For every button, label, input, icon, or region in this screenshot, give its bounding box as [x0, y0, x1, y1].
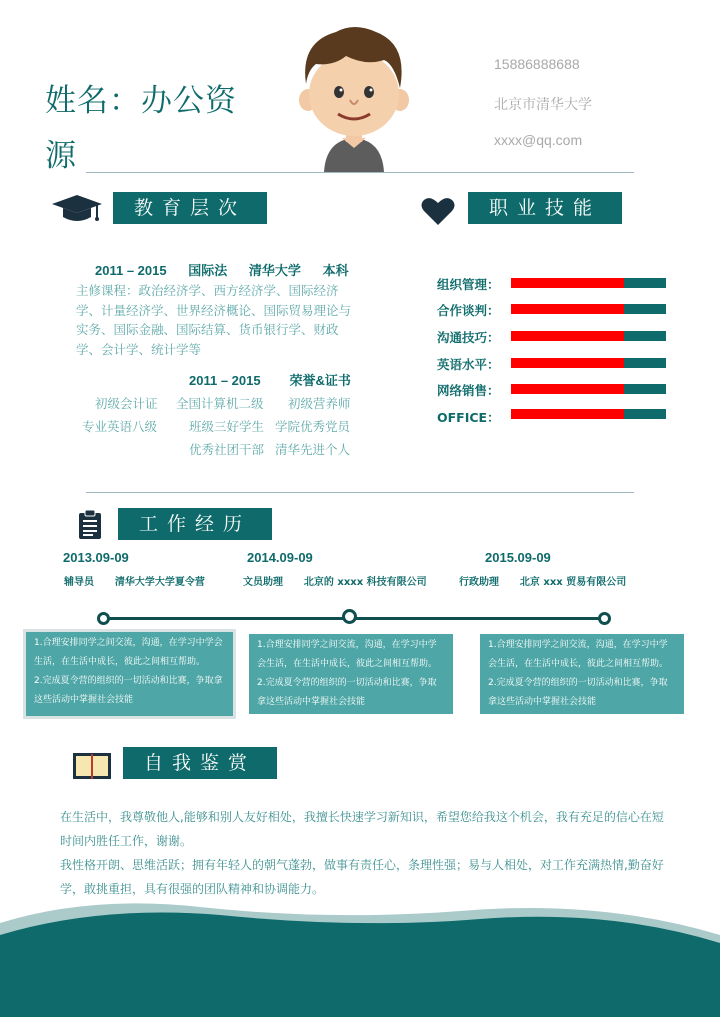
honor-item: 初级营养师: [288, 396, 351, 411]
skill-bar: [511, 278, 666, 288]
skill-label: 合作谈判：: [437, 303, 500, 318]
skill-bar-fill: [511, 278, 624, 288]
self-eval-title: 自我鉴赏: [123, 747, 277, 779]
name-title-cont: 源: [45, 138, 77, 174]
job-desc: 1.合理安排同学之间交流，沟通，在学习中学会生活，在生活中成长，彼此之间相互帮助。: [488, 640, 669, 669]
timeline-dot: [598, 612, 611, 625]
education-degree: 2011 – 2015 国际法 清华大学 本科: [95, 263, 349, 278]
avatar: [296, 22, 412, 172]
book-icon: [72, 752, 112, 780]
honor-item: 优秀社团干部: [189, 442, 265, 457]
job-card: [249, 634, 453, 714]
job-desc: 1.合理安排同学之间交流，沟通，在学习中学会生活，在生活中成长，彼此之间相互帮助。: [34, 638, 223, 667]
skill-bar-fill: [511, 358, 624, 368]
job-date: 2014.09-09: [247, 550, 313, 565]
job-info: 行政助理 北京 xxx 贸易有限公司: [459, 577, 627, 588]
self-eval-paragraph: 在生活中，我尊敬他人,能够和别人友好相处，我擅长快速学习新知识，希望您给我这个机会，我有充足的信心在短时间内胜任工作，谢谢。: [60, 810, 664, 848]
header-divider: [86, 172, 634, 173]
honors-heading: 2011 – 2015 荣誉&证书: [189, 373, 351, 388]
skill-bar-fill: [511, 304, 624, 314]
job-desc: 2.完成夏令营的组织的一切活动和比赛，争取拿这些活动中掌握社会技能: [488, 678, 668, 707]
skill-bar: [511, 304, 666, 314]
skill-bar-fill: [511, 384, 624, 394]
honor-item: 学院优秀党员: [275, 419, 351, 434]
skill-bar: [511, 331, 666, 341]
graduation-cap-icon: [52, 195, 102, 223]
education-title: 教育层次: [113, 192, 267, 224]
education-courses: 主修课程：政治经济学、西方经济学、国际经济学、计量经济学、世界经济概论、国际贸易理论与实务、国际金融、国际结算、货币银行学、财政学、会计学、统计学等: [76, 283, 352, 357]
job-desc: 1.合理安排同学之间交流，沟通，在学习中学会生活，在生活中成长，彼此之间相互帮助。: [257, 640, 438, 669]
self-eval-text: [60, 805, 665, 901]
job-desc: 2.完成夏令营的组织的一切活动和比赛，争取拿这些活动中掌握社会技能: [34, 676, 223, 705]
timeline-dot: [342, 609, 357, 624]
job-date: 2015.09-09: [485, 550, 551, 565]
job-card: [480, 634, 684, 714]
skill-bar: [511, 358, 666, 368]
work-title: 工作经历: [118, 508, 272, 540]
honor-item: 清华先进个人: [275, 442, 351, 457]
skills-title: 职业技能: [468, 192, 622, 224]
skill-label: OFFICE：: [437, 410, 500, 425]
skill-label: 组织管理：: [437, 277, 500, 292]
skill-bar-fill: [511, 409, 624, 419]
name-title: 姓名：办公资: [45, 83, 237, 119]
honor-item: 专业英语八级: [82, 419, 158, 434]
phone-text: 15886888688: [494, 56, 580, 72]
skill-bar: [511, 409, 666, 419]
skill-label: 网络销售：: [437, 383, 500, 398]
timeline-dot: [97, 612, 110, 625]
email-text: xxxx@qq.com: [494, 132, 583, 148]
section-divider: [86, 492, 634, 493]
footer-wave: [0, 895, 720, 1017]
self-eval-paragraph: 我性格开朗、思维活跃；拥有年轻人的朝气蓬勃，做事有责任心，条理性强；易与人相处，对工作充满热情,勤奋好学，敢挑重担，具有很强的团队精神和协调能力。: [60, 858, 664, 896]
honor-item: 初级会计证: [95, 396, 158, 411]
honor-item: 班级三好学生: [189, 419, 265, 434]
job-date: 2013.09-09: [63, 550, 129, 565]
heart-icon: [421, 196, 455, 226]
job-info: 辅导员 清华大学大学夏令营: [64, 577, 205, 588]
job-info: 文员助理 北京的 xxxx 科技有限公司: [243, 577, 427, 588]
honor-item: 全国计算机二级: [176, 396, 264, 411]
skill-label: 沟通技巧：: [437, 330, 500, 345]
skill-bar: [511, 384, 666, 394]
job-card: [26, 632, 233, 716]
clipboard-icon: [78, 510, 102, 540]
address-text: 北京市清华大学: [494, 96, 592, 112]
skill-bar-fill: [511, 331, 624, 341]
job-desc: 2.完成夏令营的组织的一切活动和比赛，争取拿这些活动中掌握社会技能: [257, 678, 437, 707]
skill-label: 英语水平：: [437, 357, 500, 372]
